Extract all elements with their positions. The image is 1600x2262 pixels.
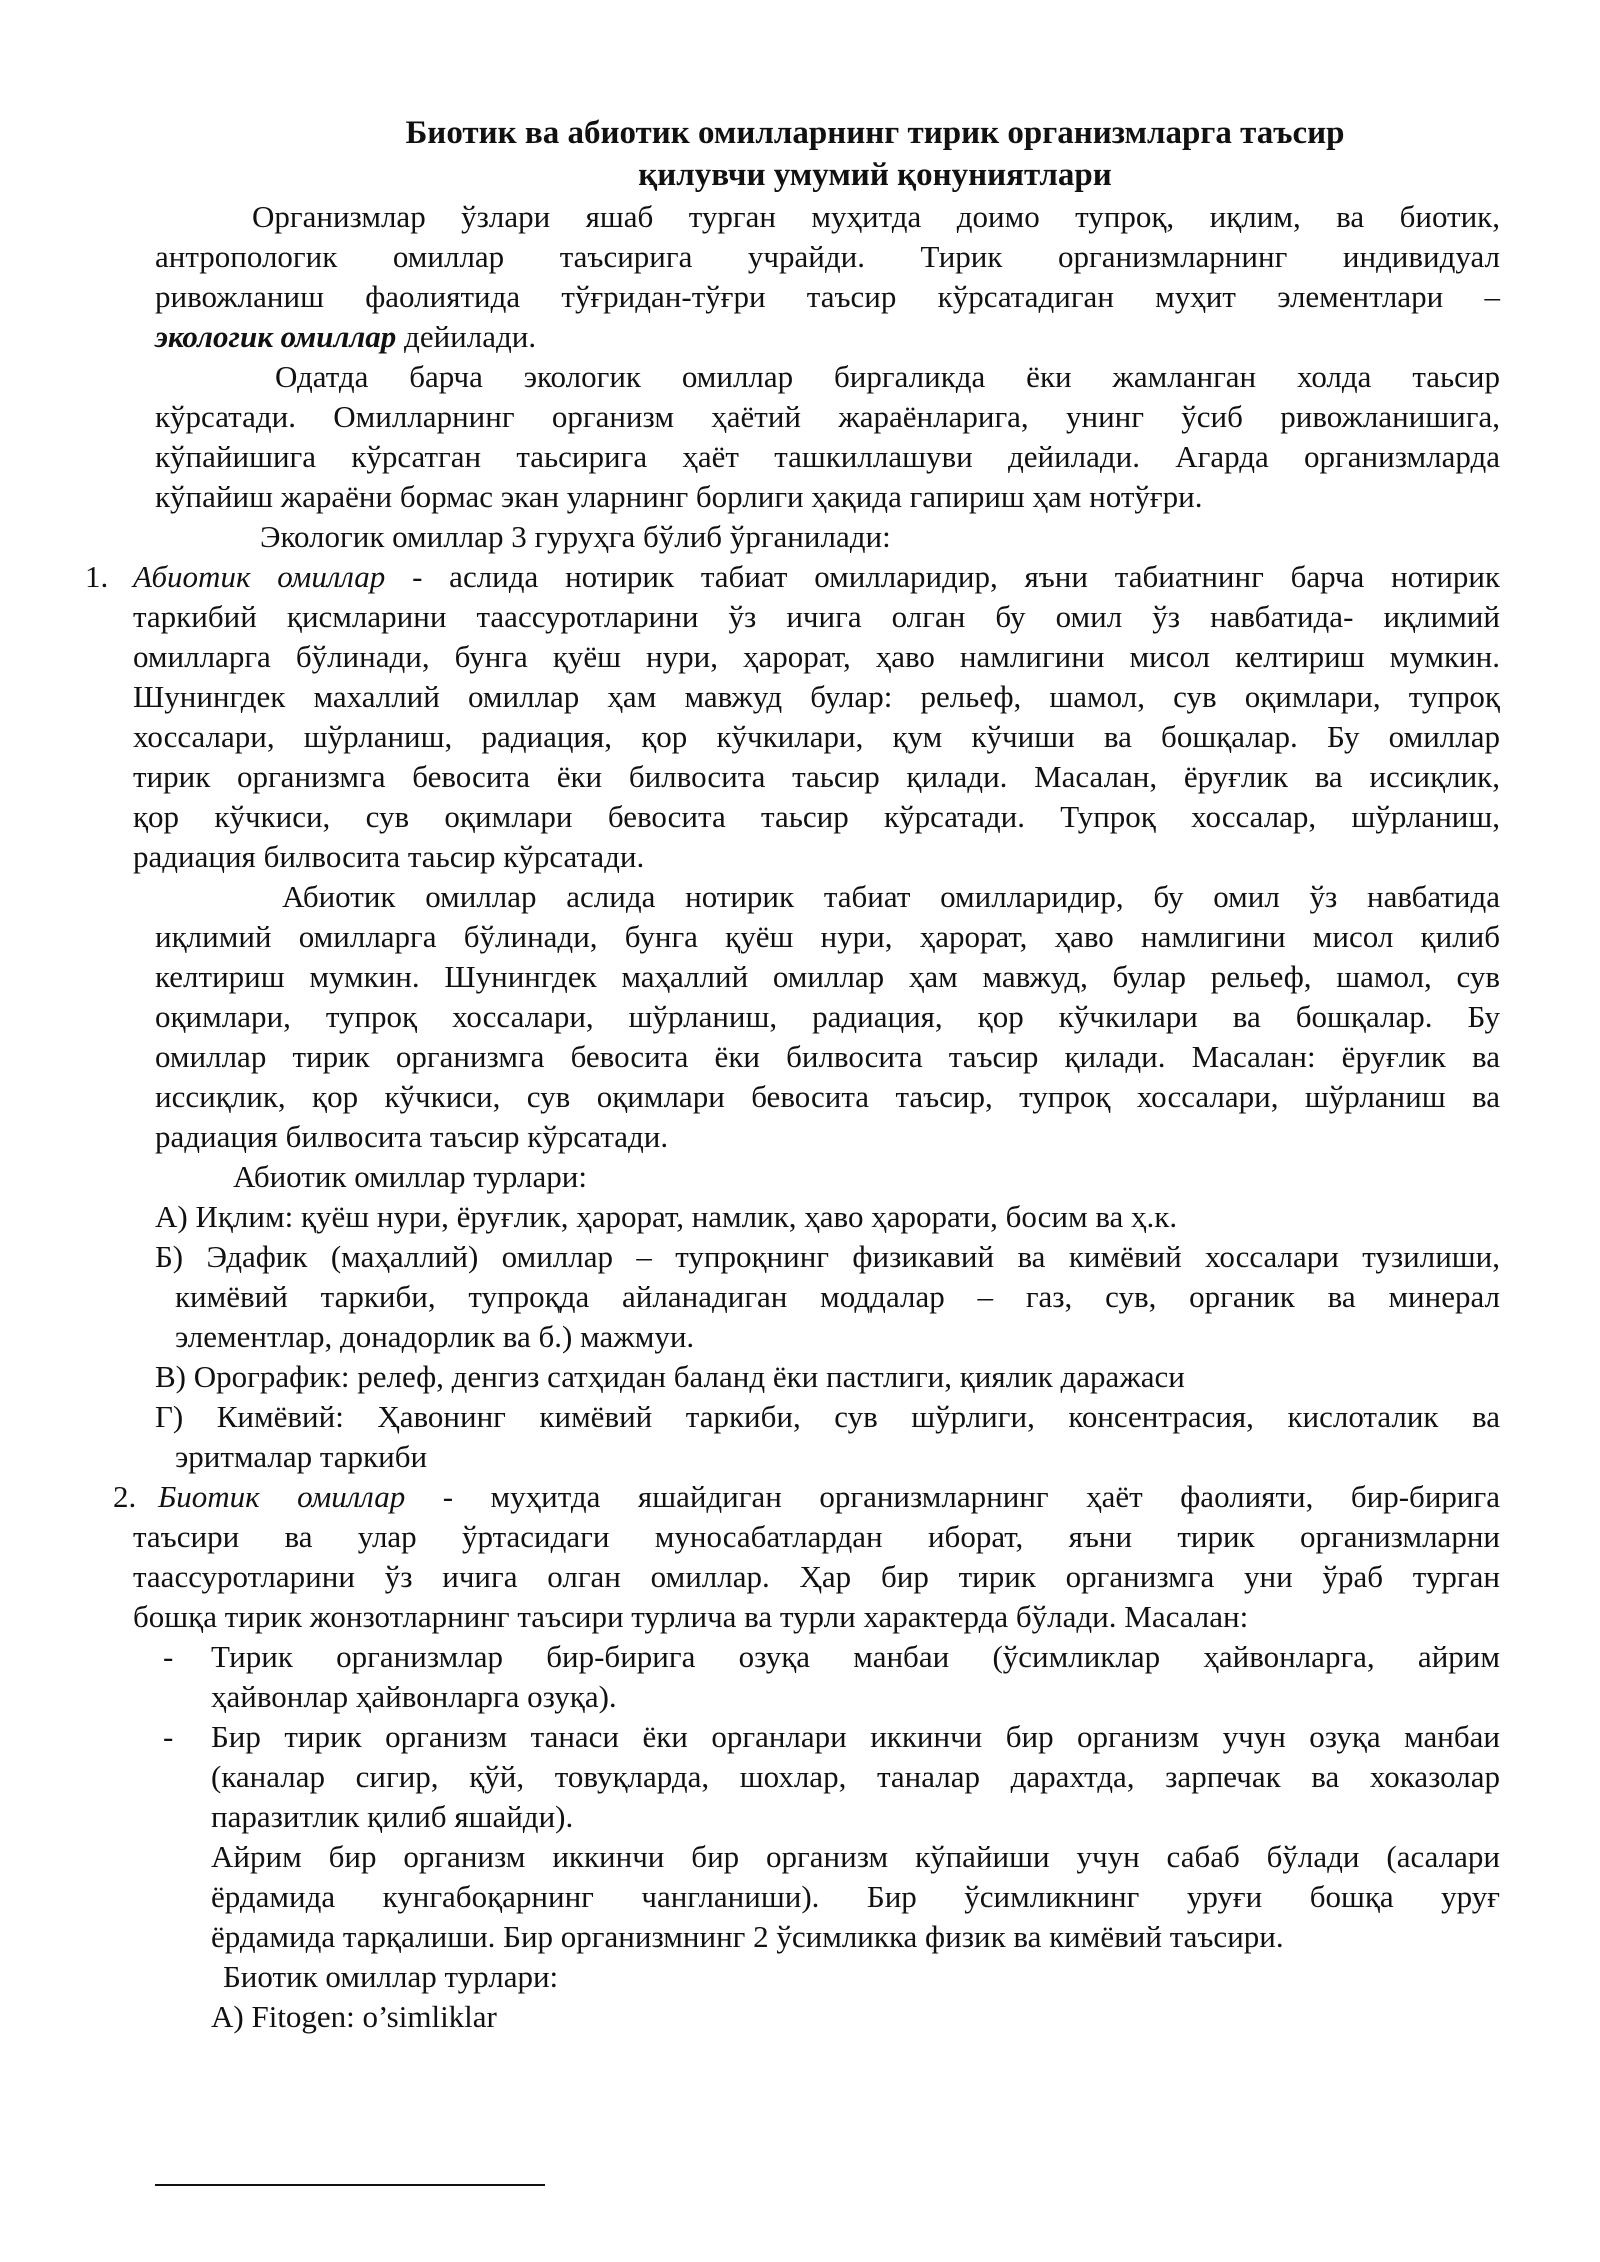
text-line: (каналар сигир, қўй, товуқларда, шохлар, таналар дарахтда, зарпечак ва хоказолар xyxy=(211,1759,1500,1794)
abiotic-types-heading: Абиотик омиллар турлари: xyxy=(233,1159,587,1194)
bullet-marker: - xyxy=(163,1719,174,1754)
text-line: тирик организмга бевосита ёки билвосита таьсир қилади. Масалан, ёруғлик ва иссиқлик, xyxy=(133,759,1500,794)
text-line: антропологик омиллар таъсирига учрайди. Тирик организмларнинг индивидуал xyxy=(155,239,1500,274)
abiotic-type-g xyxy=(155,1397,1500,1477)
text-line: таассуротларини ўз ичига олган омиллар. Ҳар бир тирик организмга уни ўраб турган xyxy=(133,1559,1500,1594)
text-line: Абиотик омиллар аслида нотирик табиат омилларидир, бу омил ўз навбатида xyxy=(282,879,1500,914)
text-line: хоссалари, шўрланиш, радиация, қор кўчкилари, қум кўчиши ва бошқалар. Бу омиллар xyxy=(133,719,1500,754)
text-line: ҳайвонлар ҳайвонларга озуқа). xyxy=(211,1679,617,1714)
text-line: Тирик организмлар бир-бирига озуқа манбаи (ўсимликлар ҳайвонларга, айрим xyxy=(211,1639,1500,1674)
section-abiotic-paragraph-2 xyxy=(155,877,1500,1157)
text-line: Айрим бир организм иккинчи бир организм кўпайиши учун сабаб бўлади (асалари xyxy=(211,1839,1500,1874)
text-line: Шунингдек махаллий омиллар ҳам мавжуд булар: рельеф, шамол, сув оқимлари, тупроқ xyxy=(133,679,1500,714)
text-line: омилларга бўлинади, бунга қуёш нури, ҳарорат, ҳаво намлигини мисол келтириш мумкин. xyxy=(133,639,1500,674)
list-number-1: 1. xyxy=(85,559,109,594)
text-line: кўрсатади. Омилларнинг организм ҳаётий жараёнларига, унинг ўсиб ривожланишига, xyxy=(155,399,1500,434)
term-abiotic-factors: Абиотик омиллар xyxy=(133,559,386,594)
text-line: экологик омиллар дейилади. xyxy=(155,319,537,354)
intro-groups-line: Экологик омиллар 3 гуруҳга бўлиб ўрганилади: xyxy=(260,519,891,554)
title-line-2: қилувчи умумий қонуниятлари xyxy=(638,157,1112,193)
text-line: эритмалар таркиби xyxy=(175,1439,428,1474)
text-line: кўпайиш жараёни бормас экан уларнинг борлиги ҳақида гапириш ҳам нотўғри. xyxy=(155,479,1203,514)
text-line: Биотик омиллар - муҳитда яшайдиган организмларнинг ҳаёт фаолияти, бир-бирига xyxy=(158,1479,1500,1514)
biotic-bullet-2 xyxy=(211,1717,1500,1837)
text-line: паразитлик қилиб яшайди). xyxy=(211,1799,574,1834)
term-biotic-factors: Биотик омиллар xyxy=(158,1479,406,1514)
biotic-bullet-1 xyxy=(211,1637,1500,1717)
text-line: бошқа тирик жонзотларнинг таъсири турлича ва турли характерда бўлади. Масалан: xyxy=(133,1599,1249,1634)
abiotic-type-v: В) Орографик: релеф, денгиз сатҳидан баланд ёки пастлиги, қиялик даражаси xyxy=(155,1359,1185,1394)
section-abiotic-definition xyxy=(133,557,1500,877)
section-biotic-definition xyxy=(133,1477,1500,1637)
biotic-types-heading: Биотик омиллар турлари: xyxy=(223,1959,559,1994)
text-line: кимёвий таркиби, тупроқда айланадиган моддалар – газ, сув, органик ва минерал xyxy=(175,1279,1500,1314)
title-line-1: Биотик ва абиотик омилларнинг тирик организмларга таъсир xyxy=(405,115,1345,151)
text-line: ёрдамида кунгабоқарнинг чангланиши). Бир ўсимликнинг уруғи бошқа уруғ xyxy=(211,1879,1500,1914)
document-title xyxy=(300,112,1450,196)
abiotic-type-a: А) Иқлим: қуёш нури, ёруғлик, ҳарорат, намлик, ҳаво ҳарорати, босим ва ҳ.к. xyxy=(155,1199,1178,1234)
text-line: элементлар, донадорлик ва б.) мажмуи. xyxy=(175,1319,695,1354)
biotic-type-a: А) Fitogen: o’simliklar xyxy=(211,1999,497,2034)
text-line: Б) Эдафик (маҳаллий) омиллар – тупроқнинг физикавий ва кимёвий хоссалари тузилиши, xyxy=(155,1239,1500,1274)
text-line: Абиотик омиллар - аслида нотирик табиат омилларидир, яъни табиатнинг барча нотирик xyxy=(133,559,1500,594)
text-line: Одатда барча экологик омиллар биргаликда ёки жамланган холда таьсир xyxy=(275,359,1500,394)
bullet-marker: - xyxy=(163,1639,174,1674)
text-line: иссиқлик, қор кўчкиси, сув оқимлари бевосита таъсир, тупроқ хоссалари, шўрланиш ва xyxy=(155,1079,1500,1114)
text-line: кўпайишига кўрсатган таьсирига ҳаёт ташкиллашуви дейилади. Агарда организмларда xyxy=(155,439,1500,474)
list-number-2: 2. xyxy=(113,1479,137,1514)
text-line: ёрдамида тарқалиши. Бир организмнинг 2 ўсимликка физик ва кимёвий таъсири. xyxy=(211,1919,1284,1954)
text-line: Бир тирик организм танаси ёки органлари иккинчи бир организм учун озуқа манбаи xyxy=(211,1719,1500,1754)
text-line: радиация билвосита таъсир кўрсатади. xyxy=(155,1119,669,1154)
text-line: Г) Кимёвий: Ҳавонинг кимёвий таркиби, сув шўрлиги, консентрасия, кислоталик ва xyxy=(155,1399,1500,1434)
text-line: оқимлари, тупроқ хоссалари, шўрланиш, радиация, қор кўчкилари ва бошқалар. Бу xyxy=(155,999,1500,1034)
text-line: иқлимий омилларга бўлинади, бунга қуёш нури, ҳарорат, ҳаво намлигини мисол қилиб xyxy=(155,919,1500,954)
biotic-extra-paragraph xyxy=(211,1837,1500,1957)
text-line: омиллар тирик организмга бевосита ёки билвосита таъсир қилади. Масалан: ёруғлик ва xyxy=(155,1039,1500,1074)
text-line: ривожланиш фаолиятида тўғридан-тўғри таъсир кўрсатадиган муҳит элементлари – xyxy=(155,279,1500,314)
text-line: таъсири ва улар ўртасидаги муносабатлардан иборат, яъни тирик организмларни xyxy=(133,1519,1500,1554)
term-ecological-factors: экологик омиллар xyxy=(155,319,397,354)
text-line: Организмлар ўзлари яшаб турган муҳитда доимо тупроқ, иқлим, ва биотик, xyxy=(252,199,1500,234)
text-line: таркибий қисмларини таассуротларини ўз ичига олган бу омил ўз навбатида- иқлимий xyxy=(133,599,1500,634)
text-line: радиация билвосита таьсир кўрсатади. xyxy=(133,839,645,874)
abiotic-type-b xyxy=(155,1237,1500,1357)
text-line: келтириш мумкин. Шунингдек маҳаллий омиллар ҳам мавжуд, булар рельеф, шамол, сув xyxy=(155,959,1500,994)
text-line: қор кўчкиси, сув оқимлари бевосита таьсир кўрсатади. Тупроқ хоссалар, шўрланиш, xyxy=(133,799,1500,834)
footnote-separator xyxy=(155,2184,545,2186)
intro-paragraph-2 xyxy=(155,357,1500,517)
intro-paragraph-1 xyxy=(155,197,1500,357)
